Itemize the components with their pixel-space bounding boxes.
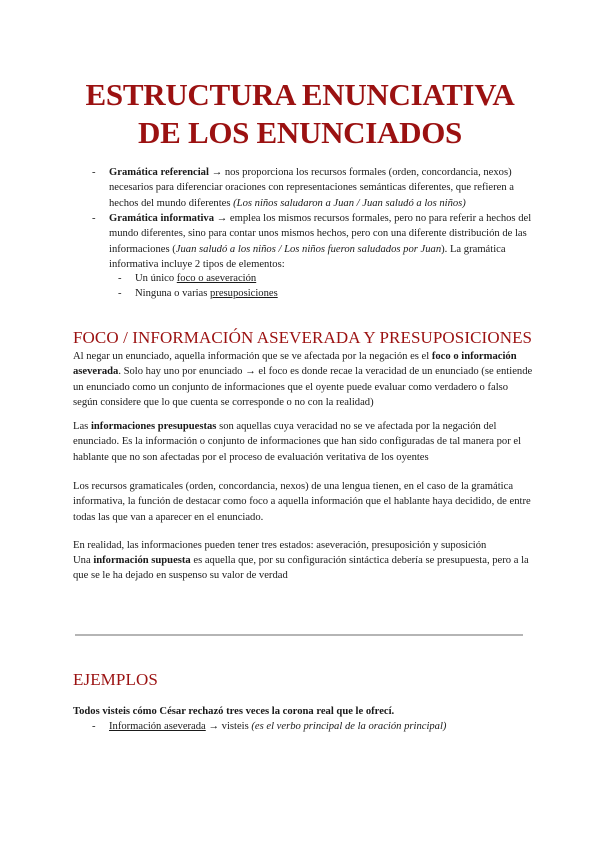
bullet-dash: - [118, 273, 122, 284]
bullet-dash: - [92, 167, 96, 178]
bullet-body: nos proporciona los recursos formales (orden, concordancia, nexos) necesarios para diferenciar oraciones con representaciones semánticas diferentes, que refieren a hechos del mundo diferentes [109, 167, 514, 209]
term-bold: Gramática referencial [109, 167, 209, 178]
para-text: son aquellas cuya veracidad no se ve afectada por la negación del enunciado. Es la información o conjunto de informaciones que han sido configuradas de tal manera por el hablante que no son afectadas por el proceso de evaluación veritativa de los oyentes [73, 421, 522, 463]
paragraph-foco [73, 349, 533, 410]
example-italic: (Los niños saludaron a Juan / Juan saludó a los niños) [233, 197, 466, 209]
arrow: → [214, 213, 230, 224]
para-text: Al negar un enunciado, aquella información que se ve afectada por la negación es el [73, 351, 432, 362]
para-text: Las [73, 421, 91, 432]
paragraph-estados: En realidad, las informaciones pueden tener tres estados: aseveración, presuposición y suposición [73, 540, 487, 551]
example-word: visteis [221, 721, 252, 732]
bullet-dash: - [118, 288, 122, 299]
horizontal-rule [75, 634, 523, 636]
subbullet-text [135, 286, 278, 301]
bullet-tail: ). La gramática informativa incluye 2 tipos de elementos: [109, 243, 506, 270]
bullet-text [109, 165, 541, 211]
para-text: es aquella que, por su configuración sintáctica debería se presupuesta, pero a la que se le ha dejado en suspenso su valor de verdad [73, 555, 529, 582]
subbullet-text [135, 271, 256, 286]
bold-term: información supuesta [93, 555, 191, 566]
bullet-dash: - [92, 213, 96, 224]
example-item-text [109, 719, 541, 734]
section-heading-foco: FOCO / INFORMACIÓN ASEVERADA Y PRESUPOSICIONES [73, 328, 533, 347]
example-sentence [73, 704, 533, 719]
subbullet-prefix: Ninguna o varias [135, 288, 211, 299]
para-text: . Solo hay uno por enunciado → el foco es donde recae la veracidad de un enunciado (se entiende un enunciado como un conjunto de informaciones que el oyente puede evaluar como verdadero o falso según considere que lo que cuenta se corresponde o no con la realidad) [73, 366, 533, 408]
example-note-italic: (es el verbo principal de la oración principal) [251, 721, 447, 732]
paragraph-recursos: Los recursos gramaticales (orden, concordancia, nexos) de una lengua tienen, en el caso de la gramática informativa, la función de destacar como foco a aquella información que el hablante haya decidido, de entre todas las que van a aparecer en el enunciado. [73, 481, 531, 523]
section-heading-ejemplos: EJEMPLOS [73, 670, 158, 689]
bold-term: informaciones presupuestas [90, 421, 217, 432]
document-title-line-2: DE LOS ENUNCIADOS [138, 115, 462, 150]
paragraph-supuesta [73, 553, 533, 584]
bullet-text [109, 211, 541, 272]
underlined-term: presuposiciones [210, 288, 278, 299]
bullet-body: emplea los mismos recursos formales, pero no para referir a hechos del mundo diferentes, sino para contar unos mismos hechos, pero con una diferente distribución de las informaciones ( [109, 213, 532, 255]
example-italic: Juan saludó a los niños / Los niños fueron saludados por Juan [175, 243, 442, 255]
underlined-term: Información aseverada [109, 721, 206, 732]
bold-term: foco o información aseverada [73, 351, 517, 378]
arrow: → [205, 721, 222, 732]
underlined-term: foco o aseveración [176, 273, 257, 284]
arrow: → [208, 167, 225, 178]
paragraph-presupuestas [73, 419, 533, 465]
bullet-dash: - [92, 721, 96, 732]
para-text: Una [73, 555, 94, 566]
document-title-line-1: ESTRUCTURA ENUNCIATIVA [85, 77, 515, 112]
subbullet-prefix: Un único [135, 273, 177, 284]
term-bold: Gramática informativa [109, 213, 215, 224]
example-sentence-bold: Todos visteis cómo César rechazó tres veces la corona real que le ofrecí. [73, 706, 395, 717]
